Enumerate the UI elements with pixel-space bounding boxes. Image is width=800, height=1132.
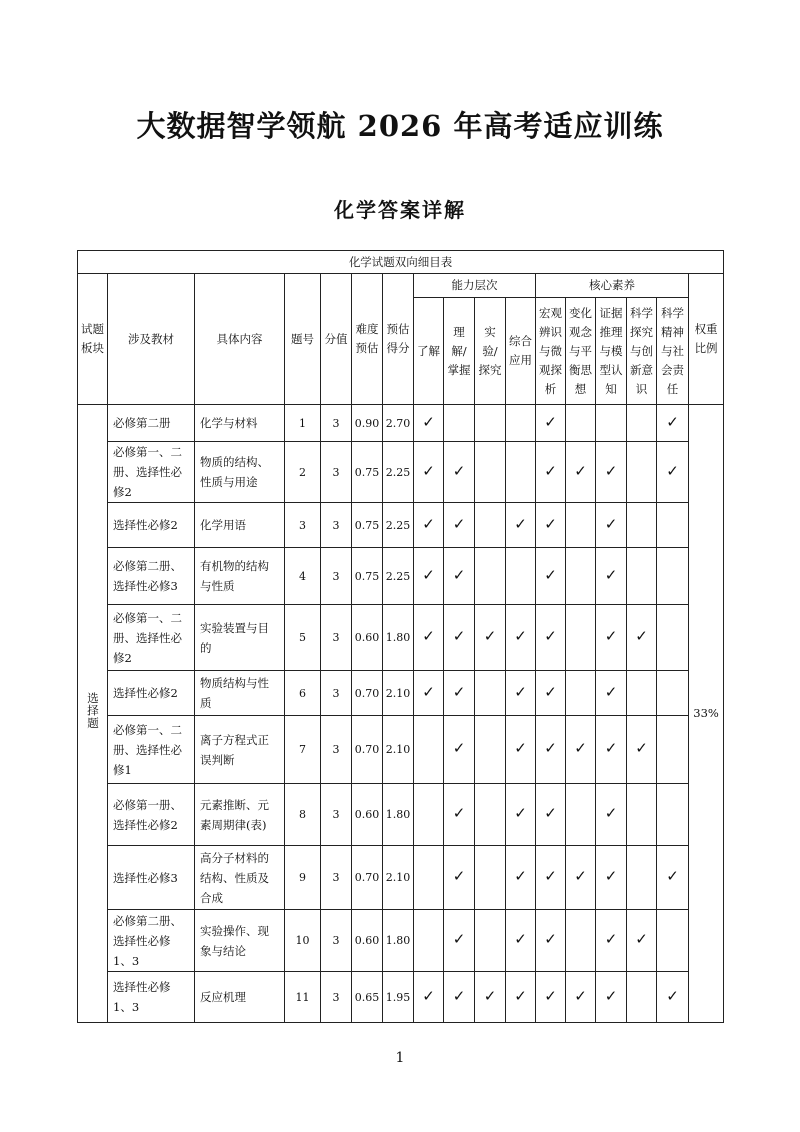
literacy-cell-4: [627, 716, 657, 784]
check-mark-icon: ✓: [422, 986, 435, 1005]
ability-cell-2: [444, 405, 475, 442]
check-mark-icon: ✓: [604, 930, 618, 948]
table-row: [78, 405, 724, 442]
ability-cell-1: [414, 784, 444, 846]
literacy-cell-2: [566, 442, 596, 503]
header-section: 试题板块: [78, 274, 108, 405]
textbook-cell: 必修第一册、选择性必修2: [108, 784, 195, 846]
check-mark-icon: ✓: [544, 514, 557, 533]
ability-cell-1: [414, 405, 444, 442]
literacy-cell-2: [566, 605, 596, 671]
check-mark-icon: ✓: [452, 682, 466, 701]
literacy-cell-5: [657, 910, 689, 972]
number-cell: 11: [285, 972, 321, 1023]
score-cell: 3: [321, 503, 352, 548]
difficulty-cell: 0.75: [352, 548, 383, 605]
ability-cell-1: [414, 442, 444, 503]
literacy-cell-1: [536, 716, 566, 784]
header-literacy-2: 变化观念与平衡思想: [566, 298, 596, 405]
score-cell: 3: [321, 846, 352, 910]
check-mark-icon: ✓: [452, 739, 466, 757]
table-row: [78, 972, 724, 1023]
score-cell: 3: [321, 910, 352, 972]
check-mark-icon: ✓: [514, 739, 527, 757]
header-literacy-4: 科学探究与创新意识: [627, 298, 657, 405]
score-cell: 3: [321, 405, 352, 442]
literacy-cell-2: [566, 784, 596, 846]
table-row: [78, 910, 724, 972]
header-literacy-group: 核心素养: [536, 274, 689, 298]
literacy-cell-5: [657, 784, 689, 846]
check-mark-icon: ✓: [452, 514, 466, 533]
ability-cell-4: [506, 972, 536, 1023]
ability-cell-2: [444, 716, 475, 784]
check-mark-icon: ✓: [514, 682, 527, 701]
check-mark-icon: ✓: [514, 514, 527, 533]
difficulty-cell: 0.90: [352, 405, 383, 442]
literacy-cell-3: [596, 605, 627, 671]
weight-value: 33%: [689, 405, 724, 1023]
check-mark-icon: ✓: [483, 986, 497, 1005]
header-expected: 预估得分: [383, 274, 414, 405]
literacy-cell-4: [627, 605, 657, 671]
literacy-cell-4: [627, 846, 657, 910]
ability-cell-3: [475, 405, 506, 442]
ability-cell-2: [444, 605, 475, 671]
ability-cell-4: [506, 405, 536, 442]
check-mark-icon: ✓: [514, 930, 527, 948]
expected-cell: 2.10: [383, 671, 414, 716]
content-cell: 物质结构与性质: [195, 671, 285, 716]
score-cell: 3: [321, 784, 352, 846]
table-row: [78, 442, 724, 503]
difficulty-cell: 0.60: [352, 605, 383, 671]
expected-cell: 1.80: [383, 910, 414, 972]
ability-cell-2: [444, 784, 475, 846]
check-mark-icon: ✓: [514, 804, 527, 822]
ability-cell-2: [444, 846, 475, 910]
header-textbook: 涉及教材: [108, 274, 195, 405]
literacy-cell-5: [657, 846, 689, 910]
content-cell: 元素推断、元素周期律(表): [195, 784, 285, 846]
check-mark-icon: ✓: [544, 682, 557, 701]
content-cell: 实验操作、现象与结论: [195, 910, 285, 972]
ability-cell-4: [506, 910, 536, 972]
literacy-cell-5: [657, 671, 689, 716]
literacy-cell-5: [657, 548, 689, 605]
literacy-cell-4: [627, 442, 657, 503]
ability-cell-2: [444, 671, 475, 716]
difficulty-cell: 0.60: [352, 784, 383, 846]
content-cell: 化学与材料: [195, 405, 285, 442]
literacy-cell-4: [627, 910, 657, 972]
number-cell: 4: [285, 548, 321, 605]
literacy-cell-5: [657, 716, 689, 784]
ability-cell-4: [506, 784, 536, 846]
check-mark-icon: ✓: [635, 930, 648, 948]
literacy-cell-2: [566, 671, 596, 716]
check-mark-icon: ✓: [544, 627, 557, 645]
literacy-cell-2: [566, 503, 596, 548]
check-mark-icon: ✓: [574, 739, 587, 757]
score-cell: 3: [321, 716, 352, 784]
header-ability-4: 综合应用: [506, 298, 536, 405]
literacy-cell-2: [566, 548, 596, 605]
literacy-cell-3: [596, 910, 627, 972]
content-cell: 离子方程式正误判断: [195, 716, 285, 784]
literacy-cell-1: [536, 503, 566, 548]
literacy-cell-1: [536, 442, 566, 503]
check-mark-icon: ✓: [604, 804, 618, 822]
document-subtitle: 化学答案详解: [334, 198, 466, 222]
literacy-cell-4: [627, 671, 657, 716]
check-mark-icon: ✓: [544, 930, 557, 948]
section-label: 选择题: [78, 405, 108, 1023]
check-mark-icon: ✓: [514, 627, 527, 645]
number-cell: 6: [285, 671, 321, 716]
literacy-cell-3: [596, 972, 627, 1023]
check-mark-icon: ✓: [544, 461, 557, 480]
textbook-cell: 必修第一、二册、选择性必修1: [108, 716, 195, 784]
literacy-cell-2: [566, 405, 596, 442]
check-mark-icon: ✓: [452, 930, 466, 948]
literacy-cell-4: [627, 503, 657, 548]
ability-cell-2: [444, 442, 475, 503]
literacy-cell-5: [657, 405, 689, 442]
expected-cell: 2.25: [383, 548, 414, 605]
literacy-cell-4: [627, 784, 657, 846]
content-cell: 物质的结构、性质与用途: [195, 442, 285, 503]
ability-cell-2: [444, 910, 475, 972]
check-mark-icon: ✓: [422, 514, 435, 533]
check-mark-icon: ✓: [452, 867, 466, 885]
literacy-cell-3: [596, 548, 627, 605]
check-mark-icon: ✓: [422, 627, 435, 645]
literacy-cell-2: [566, 846, 596, 910]
literacy-cell-2: [566, 716, 596, 784]
header-ability-2: 理解/掌握: [444, 298, 475, 405]
number-cell: 1: [285, 405, 321, 442]
table-row: [78, 716, 724, 784]
literacy-cell-1: [536, 846, 566, 910]
score-cell: 3: [321, 442, 352, 503]
literacy-cell-2: [566, 910, 596, 972]
literacy-cell-3: [596, 405, 627, 442]
difficulty-cell: 0.70: [352, 846, 383, 910]
check-mark-icon: ✓: [574, 986, 587, 1005]
check-mark-icon: ✓: [452, 986, 466, 1005]
check-mark-icon: ✓: [544, 804, 557, 822]
literacy-cell-1: [536, 671, 566, 716]
literacy-cell-4: [627, 548, 657, 605]
table-row: [78, 846, 724, 910]
ability-cell-1: [414, 503, 444, 548]
literacy-cell-4: [627, 972, 657, 1023]
ability-cell-2: [444, 503, 475, 548]
expected-cell: 2.10: [383, 716, 414, 784]
expected-cell: 1.80: [383, 784, 414, 846]
table-caption: 化学试题双向细目表: [78, 251, 724, 274]
table-row: [78, 548, 724, 605]
check-mark-icon: ✓: [666, 867, 679, 885]
ability-cell-1: [414, 548, 444, 605]
check-mark-icon: ✓: [666, 412, 679, 431]
number-cell: 7: [285, 716, 321, 784]
textbook-cell: 必修第一、二册、选择性必修2: [108, 605, 195, 671]
check-mark-icon: ✓: [483, 627, 497, 645]
check-mark-icon: ✓: [514, 867, 527, 885]
literacy-cell-5: [657, 605, 689, 671]
ability-cell-1: [414, 846, 444, 910]
header-literacy-3: 证据推理与模型认知: [596, 298, 627, 405]
score-cell: 3: [321, 671, 352, 716]
literacy-cell-4: [627, 405, 657, 442]
literacy-cell-3: [596, 846, 627, 910]
check-mark-icon: ✓: [422, 461, 435, 480]
header-weight: 权重比例: [689, 274, 724, 405]
expected-cell: 2.70: [383, 405, 414, 442]
literacy-cell-1: [536, 605, 566, 671]
textbook-cell: 必修第二册、选择性必修3: [108, 548, 195, 605]
table-row: [78, 784, 724, 846]
ability-cell-3: [475, 671, 506, 716]
textbook-cell: 必修第二册: [108, 405, 195, 442]
content-cell: 高分子材料的结构、性质及合成: [195, 846, 285, 910]
ability-cell-3: [475, 548, 506, 605]
expected-cell: 1.80: [383, 605, 414, 671]
ability-cell-3: [475, 972, 506, 1023]
ability-cell-1: [414, 910, 444, 972]
check-mark-icon: ✓: [666, 461, 679, 480]
score-cell: 3: [321, 548, 352, 605]
difficulty-cell: 0.70: [352, 716, 383, 784]
ability-cell-2: [444, 548, 475, 605]
expected-cell: 2.25: [383, 503, 414, 548]
check-mark-icon: ✓: [544, 565, 557, 584]
check-mark-icon: ✓: [544, 867, 557, 885]
literacy-cell-5: [657, 442, 689, 503]
check-mark-icon: ✓: [452, 565, 466, 584]
check-mark-icon: ✓: [604, 986, 618, 1005]
number-cell: 5: [285, 605, 321, 671]
check-mark-icon: ✓: [604, 627, 618, 645]
number-cell: 8: [285, 784, 321, 846]
ability-cell-4: [506, 605, 536, 671]
check-mark-icon: ✓: [422, 412, 435, 431]
ability-cell-4: [506, 671, 536, 716]
literacy-cell-1: [536, 405, 566, 442]
check-mark-icon: ✓: [544, 986, 557, 1005]
ability-cell-3: [475, 442, 506, 503]
ability-cell-1: [414, 716, 444, 784]
difficulty-cell: 0.75: [352, 503, 383, 548]
ability-cell-3: [475, 846, 506, 910]
check-mark-icon: ✓: [452, 461, 466, 480]
check-mark-icon: ✓: [422, 682, 435, 701]
textbook-cell: 选择性必修2: [108, 671, 195, 716]
number-cell: 10: [285, 910, 321, 972]
content-cell: 实验装置与目的: [195, 605, 285, 671]
number-cell: 9: [285, 846, 321, 910]
ability-cell-3: [475, 716, 506, 784]
ability-cell-3: [475, 503, 506, 548]
check-mark-icon: ✓: [544, 739, 557, 757]
literacy-cell-3: [596, 784, 627, 846]
ability-cell-1: [414, 671, 444, 716]
header-ability-3: 实验/探究: [475, 298, 506, 405]
header-literacy-5: 科学精神与社会责任: [657, 298, 689, 405]
check-mark-icon: ✓: [604, 739, 618, 757]
header-ability-1: 了解: [414, 298, 444, 405]
check-mark-icon: ✓: [574, 461, 587, 480]
difficulty-cell: 0.70: [352, 671, 383, 716]
check-mark-icon: ✓: [514, 986, 527, 1005]
header-ability-group: 能力层次: [414, 274, 536, 298]
literacy-cell-1: [536, 972, 566, 1023]
ability-cell-3: [475, 784, 506, 846]
check-mark-icon: ✓: [666, 986, 679, 1005]
header-difficulty: 难度预估: [352, 274, 383, 405]
check-mark-icon: ✓: [452, 804, 466, 822]
number-cell: 3: [285, 503, 321, 548]
header-number: 题号: [285, 274, 321, 405]
check-mark-icon: ✓: [604, 565, 618, 584]
expected-cell: 2.10: [383, 846, 414, 910]
score-cell: 3: [321, 972, 352, 1023]
ability-cell-4: [506, 548, 536, 605]
literacy-cell-3: [596, 442, 627, 503]
literacy-cell-5: [657, 972, 689, 1023]
header-content: 具体内容: [195, 274, 285, 405]
table-row: [78, 503, 724, 548]
literacy-cell-3: [596, 503, 627, 548]
textbook-cell: 必修第一、二册、选择性必修2: [108, 442, 195, 503]
page-number: 1: [395, 1050, 405, 1066]
textbook-cell: 选择性必修2: [108, 503, 195, 548]
table-row: [78, 671, 724, 716]
literacy-cell-3: [596, 671, 627, 716]
difficulty-cell: 0.60: [352, 910, 383, 972]
check-mark-icon: ✓: [635, 627, 648, 645]
number-cell: 2: [285, 442, 321, 503]
check-mark-icon: ✓: [422, 565, 435, 584]
content-cell: 反应机理: [195, 972, 285, 1023]
check-mark-icon: ✓: [604, 514, 618, 533]
check-mark-icon: ✓: [604, 867, 618, 885]
check-mark-icon: ✓: [574, 867, 587, 885]
ability-cell-2: [444, 972, 475, 1023]
literacy-cell-3: [596, 716, 627, 784]
check-mark-icon: ✓: [604, 461, 618, 480]
check-mark-icon: ✓: [452, 627, 466, 645]
content-cell: 有机物的结构与性质: [195, 548, 285, 605]
ability-cell-4: [506, 442, 536, 503]
ability-cell-1: [414, 605, 444, 671]
ability-cell-4: [506, 846, 536, 910]
literacy-cell-1: [536, 548, 566, 605]
expected-cell: 2.25: [383, 442, 414, 503]
score-cell: 3: [321, 605, 352, 671]
literacy-cell-2: [566, 972, 596, 1023]
ability-cell-3: [475, 910, 506, 972]
textbook-cell: 必修第二册、选择性必修1、3: [108, 910, 195, 972]
content-cell: 化学用语: [195, 503, 285, 548]
difficulty-cell: 0.65: [352, 972, 383, 1023]
check-mark-icon: ✓: [544, 412, 557, 431]
specification-table: [77, 250, 724, 1023]
literacy-cell-5: [657, 503, 689, 548]
literacy-cell-1: [536, 784, 566, 846]
textbook-cell: 选择性必修1、3: [108, 972, 195, 1023]
ability-cell-4: [506, 716, 536, 784]
document-title: 大数据智学领航 2026 年高考适应训练: [136, 109, 664, 143]
ability-cell-1: [414, 972, 444, 1023]
textbook-cell: 选择性必修3: [108, 846, 195, 910]
difficulty-cell: 0.75: [352, 442, 383, 503]
literacy-cell-1: [536, 910, 566, 972]
header-score: 分值: [321, 274, 352, 405]
ability-cell-3: [475, 605, 506, 671]
header-literacy-1: 宏观辨识与微观探析: [536, 298, 566, 405]
check-mark-icon: ✓: [635, 739, 648, 757]
expected-cell: 1.95: [383, 972, 414, 1023]
check-mark-icon: ✓: [604, 682, 618, 701]
ability-cell-4: [506, 503, 536, 548]
table-row: [78, 605, 724, 671]
